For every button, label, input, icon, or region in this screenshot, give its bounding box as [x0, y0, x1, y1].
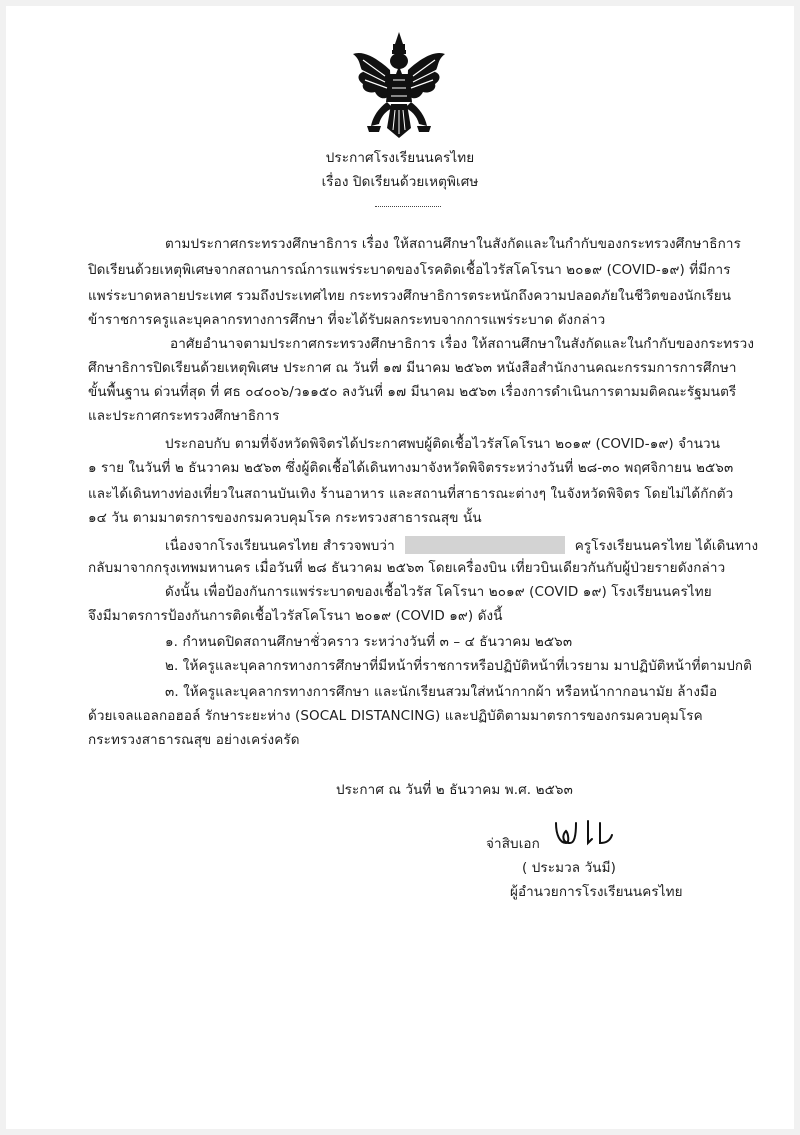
paragraph-3-line-2: ๑ ราย ในวันที่ ๒ ธันวาคม ๒๕๖๓ ซึ่งผู้ติดเชื้อได้เดินทางมาจังหวัดพิจิตรระหว่างวันที่ ๒๘-๓๐ พฤศจิกายน ๒๕๖๓	[88, 460, 734, 476]
paragraph-3-line-3: และได้เดินทางท่องเที่ยวในสถานบันเทิง ร้านอาหาร และสถานที่สาธารณะต่างๆ ในจังหวัดพิจิตร โดยไม่ได้กักตัว	[88, 486, 734, 502]
measure-2: ๒. ให้ครูและบุคลากรทางการศึกษาที่มีหน้าที่ราชการหรือปฏิบัติหน้าที่เวรยาม มาปฏิบัติหน้าที่ตามปกติ	[165, 658, 753, 674]
paragraph-5-line-2: จึงมีมาตรการป้องกันการติดเชื้อไวรัสโคโรนา ๒๐๑๙ (COVID ๑๙) ดังนี้	[88, 608, 503, 624]
paragraph-4-line-1	[165, 536, 758, 555]
paragraph-2-line-3: ขั้นพื้นฐาน ด่วนที่สุด ที่ ศธ ๐๔๐๐๖/ว๑๑๕๐ ลงวันที่ ๑๗ มีนาคม ๒๕๖๓ เรื่องการดำเนินการตามมติคณะรัฐมนตรี	[88, 384, 737, 400]
announcement-date: ประกาศ ณ วันที่ ๒ ธันวาคม พ.ศ. ๒๕๖๓	[336, 782, 573, 798]
paragraph-2-line-2: ศึกษาธิการปิดเรียนด้วยเหตุพิเศษ ประกาศ ณ วันที่ ๑๗ มีนาคม ๒๕๖๓ หนังสือสำนักงานคณะกรรมการการศึกษา	[88, 360, 737, 376]
paragraph-4-line-2: กลับมาจากกรุงเทพมหานคร เมื่อวันที่ ๒๘ ธันวาคม ๒๕๖๓ โดยเครื่องบิน เที่ยวบินเดียวกันกับผู้ป่วยรายดังกล่าว	[88, 560, 726, 576]
paragraph-2-line-4: และประกาศกระทรวงศึกษาธิการ	[88, 408, 280, 424]
signer-title: ผู้อำนวยการโรงเรียนนครไทย	[510, 884, 683, 900]
paragraph-2-line-1: อาศัยอำนาจตามประกาศกระทรวงศึกษาธิการ เรื่อง ให้สถานศึกษาในสังกัดและในกำกับของกระทรวง	[170, 336, 755, 352]
paragraph-1-line-4: ข้าราชการครูและบุคลากรทางการศึกษา ที่จะได้รับผลกระทบจากการแพร่ระบาด ดังกล่าว	[88, 312, 606, 328]
signer-name: ( ประมวล วันมี)	[522, 860, 616, 876]
announcement-subject: เรื่อง ปิดเรียนด้วยเหตุพิเศษ	[321, 174, 479, 190]
measure-3-line-3: กระทรวงสาธารณสุข อย่างเคร่งครัด	[88, 732, 300, 748]
paragraph-5-line-1: ดังนั้น เพื่อป้องกันการแพร่ระบาดของเชื้อไวรัส โคโรนา ๒๐๑๙ (COVID ๑๙) โรงเรียนนครไทย	[165, 584, 712, 600]
signature-icon	[552, 815, 624, 849]
paragraph-1-line-1: ตามประกาศกระทรวงศึกษาธิการ เรื่อง ให้สถานศึกษาในสังกัดและในกำกับของกระทรวงศึกษาธิการ	[165, 236, 741, 252]
title-divider	[375, 206, 441, 207]
measure-3-line-1: ๓. ให้ครูและบุคลากรทางการศึกษา และนักเรียนสวมใส่หน้ากากผ้า หรือหน้ากากอนามัย ล้างมือ	[165, 684, 718, 700]
measure-1: ๑. กำหนดปิดสถานศึกษาชั่วคราว ระหว่างวันที่ ๓ – ๔ ธันวาคม ๒๕๖๓	[165, 634, 573, 650]
paragraph-4-lead: เนื่องจากโรงเรียนนครไทย สำรวจพบว่า	[165, 538, 395, 554]
announcement-title: ประกาศโรงเรียนนครไทย	[325, 150, 475, 166]
paragraph-4-tail: ครูโรงเรียนนครไทย ได้เดินทาง	[574, 538, 759, 554]
measure-3-line-2: ด้วยเจลแอลกอฮอล์ รักษาระยะห่าง (SOCAL DISTANCING) และปฏิบัติตามมาตรการของกรมควบคุมโรค	[88, 708, 703, 724]
redacted-name-block	[405, 536, 565, 554]
garuda-emblem-icon	[349, 30, 449, 142]
paragraph-3-line-1: ประกอบกับ ตามที่จังหวัดพิจิตรได้ประกาศพบผู้ติดเชื้อไวรัสโคโรนา ๒๐๑๙ (COVID-๑๙) จำนวน	[165, 436, 721, 452]
signer-rank: จ่าสิบเอก	[486, 836, 540, 852]
paragraph-3-line-4: ๑๔ วัน ตามมาตรการของกรมควบคุมโรค กระทรวงสาธารณสุข นั้น	[88, 510, 482, 526]
paragraph-1-line-3: แพร่ระบาดหลายประเทศ รวมถึงประเทศไทย กระทรวงศึกษาธิการตระหนักถึงความปลอดภัยในชีวิตของนักเรียน	[88, 288, 732, 304]
paragraph-1-line-2: ปิดเรียนด้วยเหตุพิเศษจากสถานการณ์การแพร่ระบาดของโรคติดเชื้อไวรัสโคโรนา ๒๐๑๙ (COVID-๑๙) ที่มีการ	[88, 262, 731, 278]
